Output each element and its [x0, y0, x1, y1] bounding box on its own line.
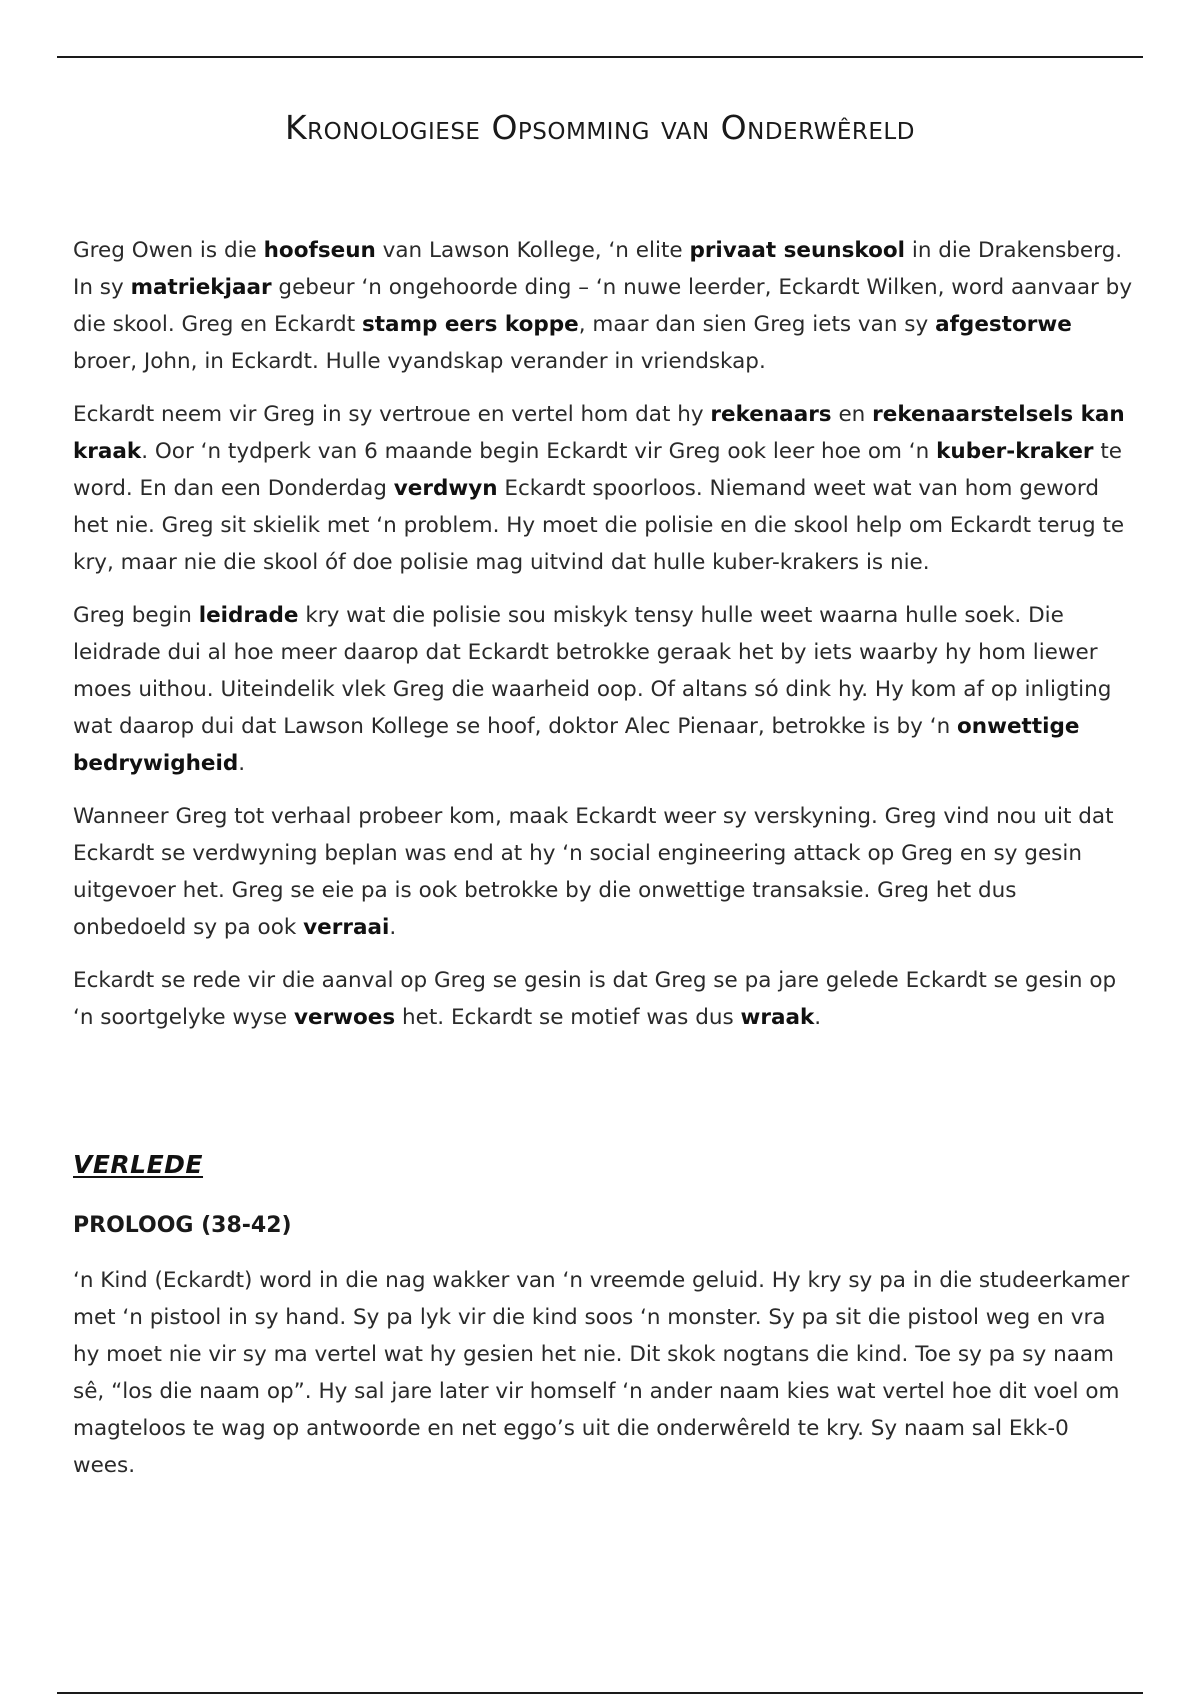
- summary-paragraph: [73, 396, 1133, 581]
- text-run: , maar dan sien Greg iets van sy: [578, 312, 936, 337]
- page-title: Kronologiese Opsomming van Onderwêreld: [285, 108, 915, 147]
- text-run: Greg begin: [73, 603, 199, 628]
- text-run: van Lawson Kollege, ‘n elite: [375, 238, 690, 263]
- text-run: Eckardt se rede vir die aanval op Greg se gesin is dat Greg se pa jare gelede Eckardt se gesin op ‘n soortgelyke wyse: [73, 968, 1117, 1030]
- summary-paragraph: [73, 962, 1133, 1036]
- bold-term: privaat seunskool: [689, 238, 906, 263]
- bottom-rule: [57, 1692, 1143, 1694]
- bold-term: rekenaars: [710, 402, 832, 427]
- text-run: kry wat die polisie sou miskyk tensy hulle weet waarna hulle soek. Die leidrade dui al hoe meer daarop dat Eckardt betrokke geraak het by iets waarby hy hom liewer moes uithou. Uiteindelik vlek Greg die waarheid oop. Of altans só dink hy. Hy kom af op inligting wat daarop dui dat Lawson Kollege se hoof, doktor Alec Pienaar, betrokke is by ‘n: [73, 603, 1112, 739]
- summary-paragraph: [73, 798, 1133, 946]
- text-run: Eckardt spoorloos. Niemand weet wat van hom geword het nie. Greg sit skielik met ‘n problem. Hy moet die polisie en die skool help om Eckardt terug te kry, maar nie die skool óf doe polisie mag uitvind dat hulle kuber-krakers is nie.: [73, 476, 1125, 575]
- text-run: gebeur ‘n ongehoorde ding – ‘n nuwe leerder, Eckardt Wilken, word aanvaar by die skool. Greg en Eckardt: [73, 275, 1133, 337]
- bold-term: verwoes: [293, 1005, 396, 1030]
- bold-term: onwettige bedrywigheid: [73, 714, 1080, 776]
- bold-term: leidrade: [198, 603, 299, 628]
- text-run: en: [831, 402, 873, 427]
- summary-paragraph: [73, 597, 1133, 782]
- bold-term: kuber-kraker: [936, 439, 1094, 464]
- text-run: Greg Owen is die: [73, 238, 264, 263]
- bold-term: verraai: [303, 915, 390, 940]
- bold-term: rekenaarstelsels kan kraak: [73, 402, 1125, 464]
- section-heading: VERLEDE: [73, 1150, 204, 1179]
- text-run: te word. En dan een Donderdag: [73, 439, 1123, 501]
- bold-term: matriekjaar: [130, 275, 272, 300]
- bold-term: verdwyn: [393, 476, 498, 501]
- text-run: in die Drakensberg. In sy: [73, 238, 1123, 300]
- text-run: .: [814, 1005, 822, 1030]
- bold-term: afgestorwe: [935, 312, 1072, 337]
- text-run: Eckardt neem vir Greg in sy vertroue en vertel hom dat hy: [73, 402, 711, 427]
- text-run: het. Eckardt se motief was dus: [395, 1005, 741, 1030]
- summary-body: [73, 232, 1133, 1052]
- top-rule: [57, 56, 1143, 58]
- summary-paragraph: [73, 232, 1133, 380]
- text-run: .: [389, 915, 397, 940]
- section-subheading: PROLOOG (38-42): [73, 1213, 292, 1238]
- bold-term: stamp eers koppe: [361, 312, 579, 337]
- text-run: Wanneer Greg tot verhaal probeer kom, maak Eckardt weer sy verskyning. Greg vind nou uit dat Eckardt se verdwyning beplan was end at hy ‘n social engineering attack op Greg en sy gesin uitgevoer het. Greg se eie pa is ook betrokke by die onwettige transaksie. Greg het dus onbedoeld sy pa ook: [73, 804, 1114, 940]
- bold-term: hoofseun: [263, 238, 376, 263]
- text-run: . Oor ‘n tydperk van 6 maande begin Eckardt vir Greg ook leer hoe om ‘n: [141, 439, 937, 464]
- text-run: broer, John, in Eckardt. Hulle vyandskap verander in vriendskap.: [73, 349, 766, 374]
- bold-term: wraak: [740, 1005, 815, 1030]
- text-run: .: [238, 751, 246, 776]
- prologue-paragraph: ‘n Kind (Eckardt) word in die nag wakker van ‘n vreemde geluid. Hy kry sy pa in die studeerkamer met ‘n pistool in sy hand. Sy pa lyk vir die kind soos ‘n monster. Sy pa sit die pistool weg en vra hy moet nie vir sy ma vertel wat hy gesien het nie. Dit skok nogtans die kind. Toe sy pa sy naam sê, “los die naam op”. Hy sal jare later vir homself ‘n ander naam kies wat vertel hoe dit voel om magteloos te wag op antwoorde en net eggo’s uit die onderwêreld te kry. Sy naam sal Ekk-0 wees.: [73, 1268, 1130, 1478]
